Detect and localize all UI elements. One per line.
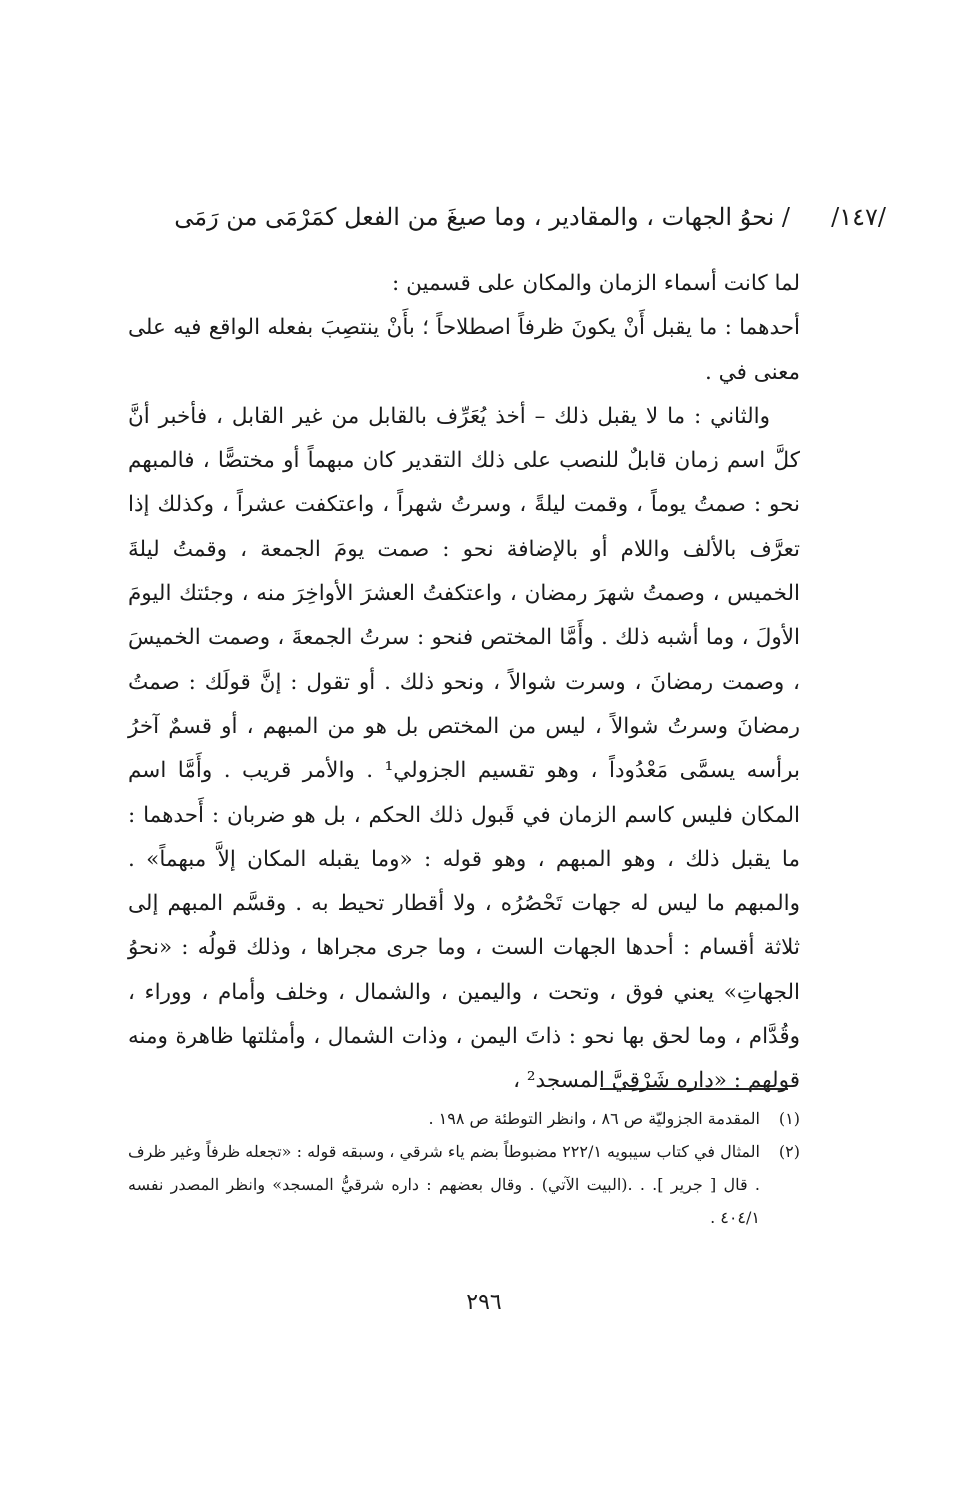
footnote-text: المقدمة الجزوليّة ص ٨٦ ، وانظر التوطئة ص ١٩٨ .	[428, 1109, 760, 1128]
footnote-item	[128, 1135, 800, 1234]
footnote-divider	[600, 1088, 788, 1090]
footnote-number: (١)	[778, 1109, 800, 1128]
footnotes	[128, 1102, 800, 1234]
manuscript-page-mark: /١٤٧/	[831, 203, 886, 231]
paragraph-intro: لما كانت أسماء الزمان والمكان على قسمين :	[392, 271, 800, 296]
page-number: ٢٩٦	[466, 1290, 502, 1315]
footnote-number: (٢)	[778, 1142, 800, 1161]
footnote-item	[128, 1102, 800, 1135]
body-text	[128, 262, 800, 1104]
verse-line: / نحوُ الجهات ، والمقادير ، وما صيغَ من الفعل كمَرْمَى من رَمَى	[174, 203, 790, 231]
footnote-text: المثال في كتاب سيبويه ٢٢٢/١ مضبوطاً بضم ياء شرقي ، وسبقه قوله : «تجعله ظرفاً وغير ظرف . قال [ جرير ]. . .(البيت الآتي) . وقال بعضهم : داره شرقيُّ المسجد» وانظر المصدر نفسه ٤٠٤/١ .	[128, 1142, 761, 1227]
paragraph-first-type: أحدهما : ما يقبل أَنْ يكونَ ظرفاً اصطلاحاً ؛ بأَنْ ينتصِبَ بفعله الواقع فيه على معنى في .	[128, 315, 800, 385]
paragraph-second-type: والثاني : ما لا يقبل ذلك – أخذ يُعَرِّف بالقابل من غير القابل ، فأخبر أنَّ كلَّ اسم زمان قابلٌ للنصب على ذلك التقدير كان مبهماً أو مختصًّا ، فالمبهم نحو : صمتُ يوماً ، وقمت ليلةً ، وسرتُ شهراً ، واعتكفت عشراً ، وكذلك إذا تعرَّف بالألف واللام أو بالإضافة نحو : صمت يومَ الجمعة ، وقمتُ ليلةَ الخميس ، وصمتُ شهرَ رمضان ، واعتكفتُ العشرَ الأواخِرَ منه ، وجئتك اليومَ الأولَ ، وما أشبه ذلك . وأَمَّا المختص فنحو : سرتُ الجمعةَ ، وصمت الخميسَ ، وصمت رمضانَ ، وسرت شوالاً ، ونحو ذلك . أو تقول : إنَّ قولَك : صمتُ رمضانَ وسرتُ شوالاً ، ليس من المختص بل هو من المبهم ، أو قسمٌ آخرُ برأسه يسمَّى مَعْدُوداً ، وهو تقسيم الجزولي¹ . والأمر قريب . وأَمَّا اسم المكان فليس كاسم الزمان في قَبول ذلك الحكم ، بل هو ضربان : أَحدهما : ما يقبل ذلك ، وهو المبهم ، وهو قوله : «وما يقبله المكان إلاَّ مبهماً» . والمبهم ما ليس له جهات تَحْصُرُه ، ولا أقطار تحيط به . وقسَّم المبهم إلى ثلاثة أقسام : أحدها الجهات الست ، وما جرى مجراها ، وذلك قولُه : «نحوُ الجهاتِ» يعني فوق ، وتحت ، واليمين ، والشمال ، وخلف وأمام ، ووراء ، وقُدَّام ، وما لحق بها نحو : ذاتَ اليمن ، وذات الشمال ، وأمثلتها ظاهرة ومنه قولهم : «داره شَرْقِيَّ المسجد² ،	[128, 403, 800, 1094]
